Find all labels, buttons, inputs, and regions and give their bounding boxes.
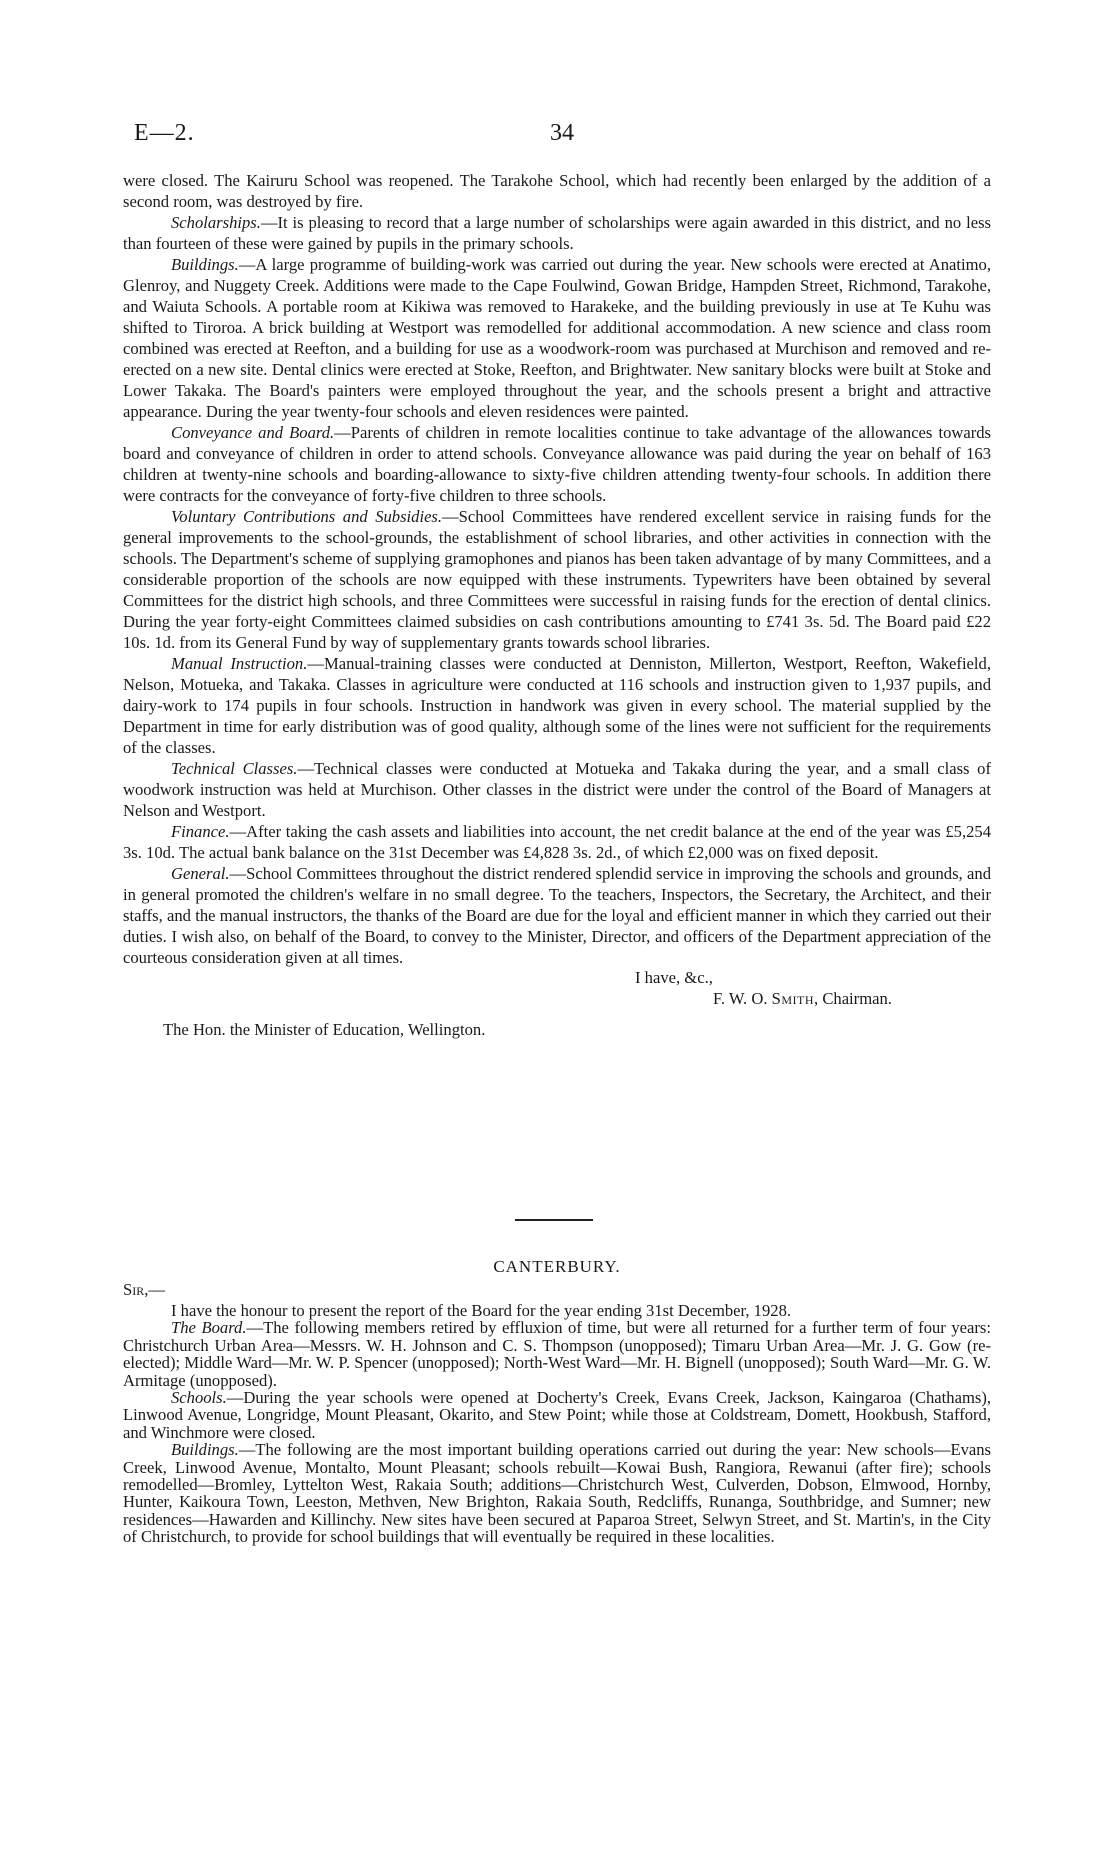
heading-canterbury-buildings: Buildings. [171, 1440, 239, 1460]
paragraph-scholarships: Scholarships.—It is pleasing to record that a large number of scholarships were again awarded in this district, and no less than fourteen of these were gained by pupils in the primary schools. [123, 213, 991, 253]
heading-conveyance: Conveyance and Board. [171, 423, 335, 442]
paragraph-conveyance: Conveyance and Board.—Parents of children in remote localities continue to take advantage of the allowances towards board and conveyance of children in order to attend schools. Conveyance allowance was paid during the year on behalf of 163 children at twenty-nine schools and boarding-allowance to sixty-five children attending twenty-four schools. In addition there were contracts for the conveyance of forty-five children to three schools. [123, 423, 991, 505]
signoff-signatory: F. W. O. Smith, Chairman. [713, 989, 892, 1008]
paragraph-closures: were closed. The Kairuru School was reopened. The Tarakohe School, which had recently been enlarged by the addition of a second room, was destroyed by fire. [123, 171, 991, 211]
paragraph-general: General.—School Committees throughout the district rendered splendid service in improving the schools and grounds, and in general promoted the children's welfare in no small degree. To the teachers, Inspectors, the Secretary, the Architect, and their staffs, and the manual instructors, the thanks of the Board are due for the loyal and efficient manner in which they carried out their duties. I wish also, on behalf of the Board, to convey to the Minister, Director, and officers of the Department appreciation of the courteous consideration given at all times. [123, 864, 991, 967]
heading-general: General. [171, 864, 230, 883]
heading-voluntary-contributions: Voluntary Contributions and Subsidies. [171, 507, 443, 526]
heading-scholarships: Scholarships. [171, 213, 261, 232]
paragraph-schools: Schools.—During the year schools were opened at Docherty's Creek, Evans Creek, Jackson, Kaingaroa (Chathams), Linwood Avenue, Longridge, Mount Pleasant, Okarito, and Stew Point; while those at Coldstream, Domett, Hookbush, Stafford, and Winchmore were closed. [123, 1388, 991, 1442]
heading-finance: Finance. [171, 822, 230, 841]
heading-schools: Schools. [171, 1388, 227, 1408]
salutation: Sir,— [123, 1280, 165, 1299]
paragraph-finance: Finance.—After taking the cash assets and liabilities into account, the net credit balance at the end of the year was £5,254 3s. 10d. The actual bank balance on the 31st December was £4,828 3s. 2d., of which £2,000 was on fixed deposit. [123, 822, 991, 862]
signoff-recipient: The Hon. the Minister of Education, Wellington. [163, 1020, 486, 1039]
nelson-report-body [123, 170, 991, 1048]
paragraph-the-board: The Board.—The following members retired by effluxion of time, but were all returned for a further term of four years: Christchurch Urban Area—Messrs. W. H. Johnson and C. S. Thompson (unopposed); Timaru Urban Area—Mr. J. G. Gow (re-elected); Middle Ward—Mr. W. P. Spencer (unopposed); North-West Ward—Mr. H. Bignell (unopposed); South Ward—Mr. G. W. Armitage (unopposed). [123, 1318, 992, 1390]
heading-buildings: Buildings. [171, 255, 239, 274]
section-divider [515, 1219, 593, 1221]
canterbury-report-body [123, 1302, 991, 1546]
paragraph-buildings: Buildings.—A large programme of building-work was carried out during the year. New schools were erected at Anatimo, Glenroy, and Nuggety Creek. Additions were made to the Cape Foulwind, Gowan Bridge, Hampden Street, Richmond, Tarakohe, and Waiuta Schools. A portable room at Kikiwa was removed to Harakeke, and the building previously in use at Te Kuhu was shifted to Tiroroa. A brick building at Westport was remodelled for additional accommodation. A new science and class room combined was erected at Reefton, and a building for use as a woodwork-room was purchased at Murchison and removed and re-erected on a new site. Dental clinics were erected at Stoke, Reefton, and Brightwater. New sanitary blocks were built at Stoke and Lower Takaka. The Board's painters were employed throughout the year, and the schools present a bright and attractive appearance. During the year twenty-four schools and eleven residences were painted. [123, 255, 991, 421]
paragraph-manual-instruction: Manual Instruction.—Manual-training classes were conducted at Denniston, Millerton, Westport, Reefton, Wakefield, Nelson, Motueka, and Takaka. Classes in agriculture were conducted at 116 schools and instruction given to 1,937 pupils, and dairy-work to 174 pupils in four schools. Instruction in handwork was given in every school. The material supplied by the Department in time for early distribution was of good quality, although some of the lines were not sufficient for the requirements of the classes. [123, 654, 991, 757]
paragraph-technical-classes: Technical Classes.—Technical classes were conducted at Motueka and Takaka during the year, and a small class of woodwork instruction was held at Murchison. Other classes in the district were under the control of the Board of Managers at Nelson and Westport. [123, 759, 991, 820]
page-number: 34 [550, 120, 574, 146]
section-title-canterbury: CANTERBURY. [493, 1257, 621, 1276]
report-reference: E—2. [134, 120, 195, 146]
heading-manual-instruction: Manual Instruction. [171, 654, 308, 673]
signoff-have: I have, &c., [635, 968, 713, 987]
heading-technical-classes: Technical Classes. [171, 759, 298, 778]
heading-the-board: The Board. [171, 1318, 247, 1338]
paragraph-voluntary-contributions: Voluntary Contributions and Subsidies.—School Committees have rendered excellent service in raising funds for the general improvements to the school-grounds, the establishment of school libraries, and other activities in connection with the schools. The Department's scheme of supplying gramophones and pianos has been taken advantage of by many Committees, and a considerable proportion of the schools are now equipped with these instruments. Typewriters have been obtained by several Committees for the district high schools, and three Committees were successful in raising funds for the erection of dental clinics. During the year forty-eight Committees claimed subsidies on cash contributions amounting to £741 3s. 5d. The Board paid £22 10s. 1d. from its General Fund by way of supplementary grants towards school libraries. [123, 507, 992, 652]
paragraph-canterbury-buildings: Buildings.—The following are the most important building operations carried out during the year: New schools—Evans Creek, Linwood Avenue, Montalto, Mount Pleasant; schools rebuilt—Kowai Bush, Rangiora, Rewanui (after fire); schools remodelled—Bromley, Lyttelton West, Rakaia South; additions—Christchurch West, Culverden, Dobson, Elmwood, Hornby, Hunter, Kaikoura Town, Leeston, Methven, New Brighton, Rakaia South, Redcliffs, Runanga, Southbridge, and Sumner; new residences—Hawarden and Killinchy. New sites have been secured at Paparoa Street, Selwyn Street, and St. Martin's, in the City of Christchurch, to provide for school buildings that will eventually be required in these localities. [123, 1440, 991, 1547]
paragraph-intro: I have the honour to present the report of the Board for the year ending 31st December, 1928. [171, 1301, 792, 1320]
signoff [123, 968, 991, 1048]
